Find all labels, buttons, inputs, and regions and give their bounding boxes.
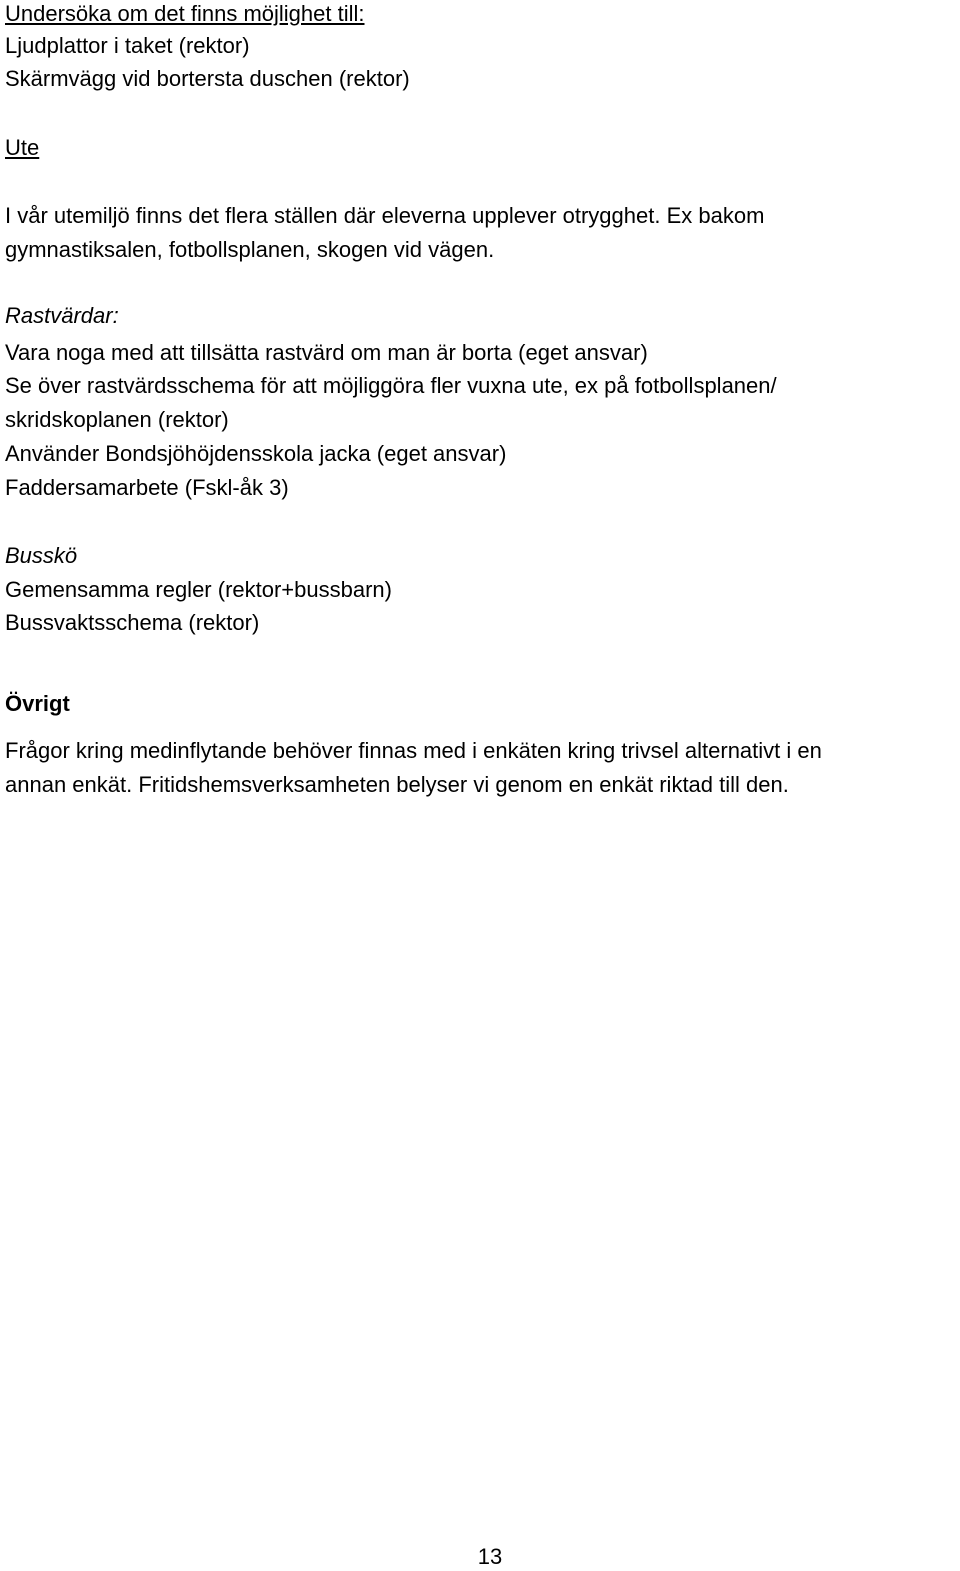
section-heading-outdoors: Ute [5,135,40,160]
page-number: 13 [477,1544,503,1569]
list-item: Skärmvägg vid bortersta duschen (rektor) [5,66,410,91]
list-item: Gemensamma regler (rektor+bussbarn) [5,577,392,602]
paragraph-line: annan enkät. Fritidshemsverksamheten belyser vi genom en enkät riktad till den. [5,772,789,797]
section-heading-other: Övrigt [5,691,70,716]
list-item: Se över rastvärdsschema för att möjliggöra fler vuxna ute, ex på fotbollsplanen/ [5,373,777,398]
section-heading-recess-hosts: Rastvärdar: [5,303,119,328]
section-heading-bus-queue: Busskö [5,543,78,568]
paragraph-line: I vår utemiljö finns det flera ställen där eleverna upplever otrygghet. Ex bakom [5,203,765,228]
list-item: Bussvaktsschema (rektor) [5,610,260,635]
list-item: Faddersamarbete (Fskl-åk 3) [5,475,289,500]
list-item: Vara noga med att tillsätta rastvärd om man är borta (eget ansvar) [5,340,648,365]
paragraph-line: Frågor kring medinflytande behöver finnas med i enkäten kring trivsel alternativt i en [5,738,822,763]
section-heading-investigate: Undersöka om det finns möjlighet till: [5,1,365,26]
list-item: skridskoplanen (rektor) [5,407,229,432]
paragraph-line: gymnastiksalen, fotbollsplanen, skogen vid vägen. [5,237,495,262]
list-item: Ljudplattor i taket (rektor) [5,33,250,58]
list-item: Använder Bondsjöhöjdensskola jacka (eget ansvar) [5,441,507,466]
